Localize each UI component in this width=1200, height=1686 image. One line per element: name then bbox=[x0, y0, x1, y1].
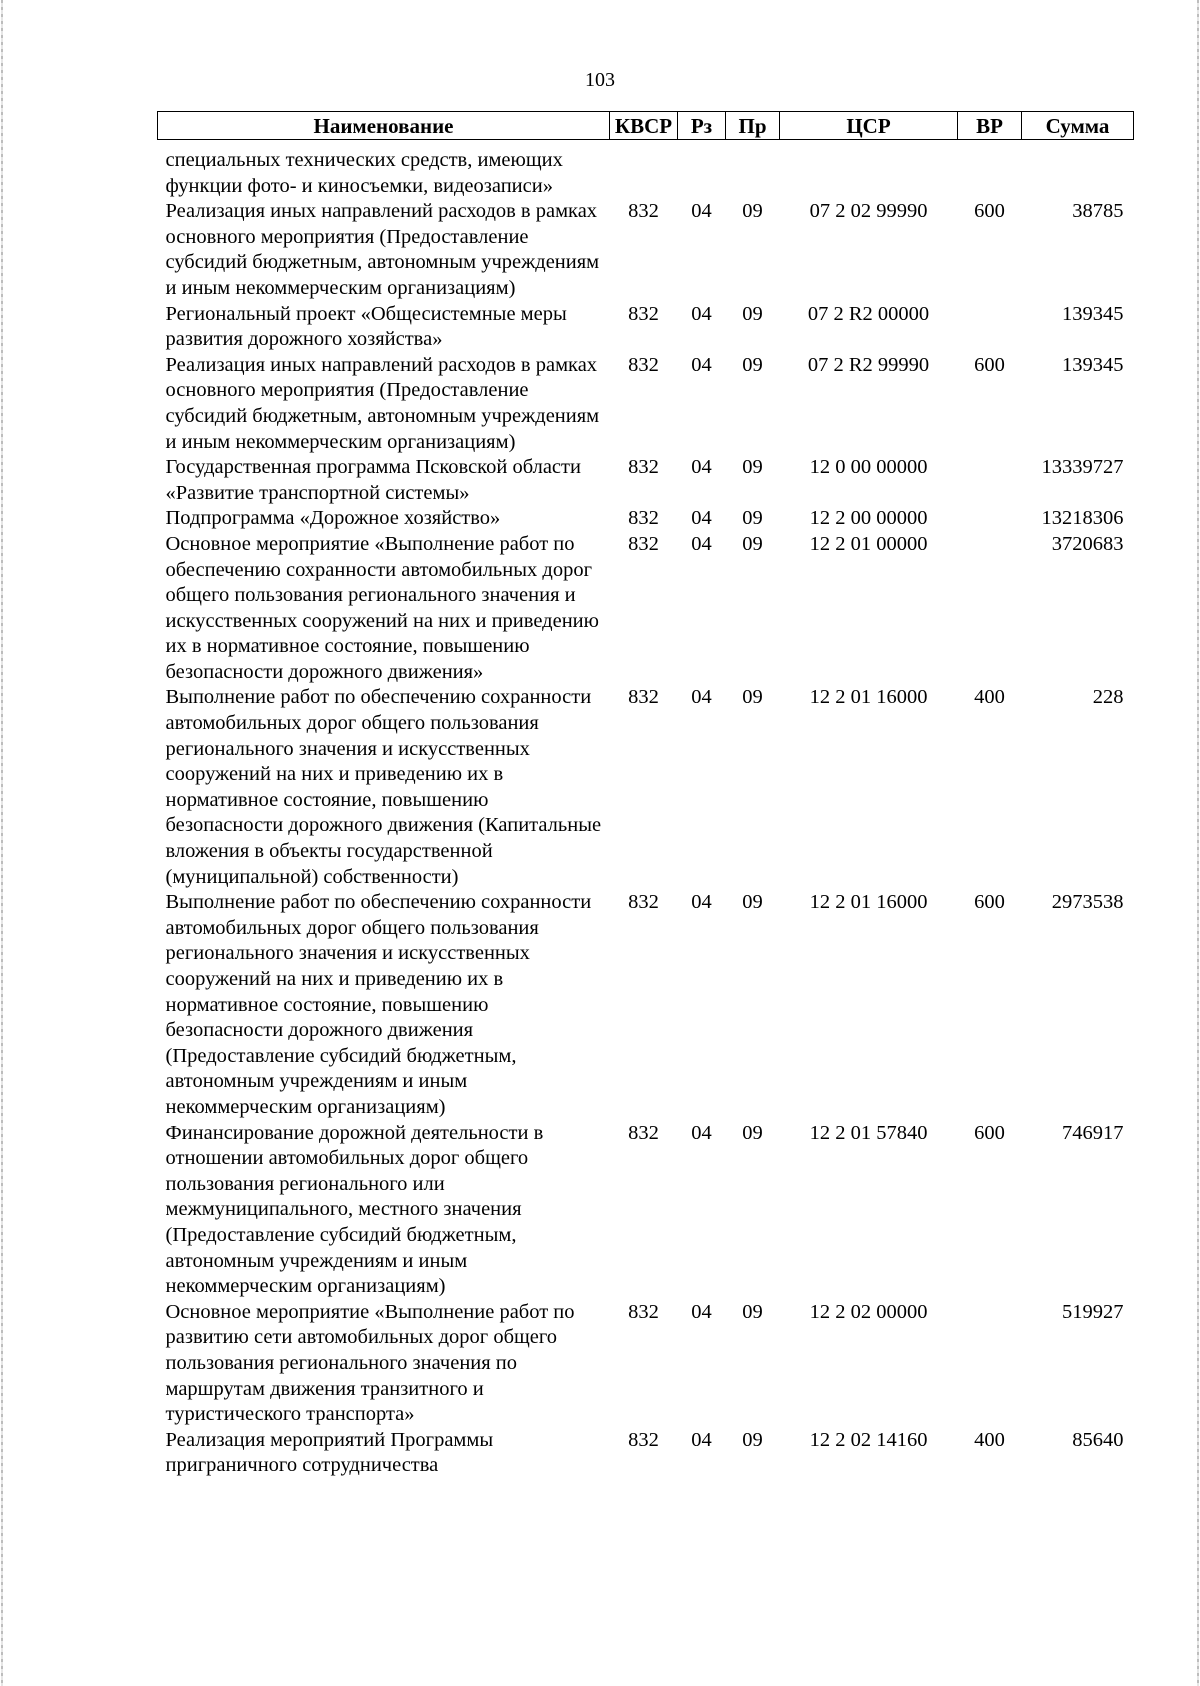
table-row bbox=[158, 685, 1134, 890]
cell-pr bbox=[726, 140, 780, 200]
cell-sum: 139345 bbox=[1062, 302, 1124, 325]
scan-edge-left bbox=[1, 0, 3, 1686]
cell-kvsr: 832 bbox=[628, 1121, 659, 1144]
cell-name: Основное мероприятие «Выполнение работ по обеспечению сохранности автомобильных дорог общего пользования регионального значения и искусственных сооружений на них и приведению их в нормативное состояние, повышению безопасности дорожного движения» bbox=[165, 532, 599, 683]
header-kvsr: КВСР bbox=[610, 112, 678, 140]
cell-csr: 12 2 01 16000 bbox=[809, 686, 928, 709]
cell-kvsr: 832 bbox=[628, 686, 659, 709]
cell-csr: 12 2 01 16000 bbox=[809, 891, 928, 914]
cell-sum: 139345 bbox=[1062, 353, 1124, 376]
cell-name: Региональный проект «Общесистемные меры развития дорожного хозяйства» bbox=[165, 302, 567, 351]
cell-vr: 400 bbox=[974, 686, 1005, 709]
table-row bbox=[158, 140, 1134, 200]
cell-vr bbox=[958, 532, 1022, 686]
cell-kvsr: 832 bbox=[628, 353, 659, 376]
cell-name: Финансирование дорожной деятельности в отношении автомобильных дорог общего пользования регионального или межмуниципального, местного значения (Предоставление субсидий бюджетным, автономным учреждениям и иным некоммерческим организациям) bbox=[165, 1121, 544, 1298]
cell-rz: 04 bbox=[691, 1300, 712, 1323]
cell-rz: 04 bbox=[691, 302, 712, 325]
cell-kvsr: 832 bbox=[628, 532, 659, 555]
header-name: Наименование bbox=[158, 112, 610, 140]
cell-sum bbox=[1022, 140, 1134, 200]
table-row bbox=[158, 1300, 1134, 1428]
cell-pr: 09 bbox=[742, 1121, 763, 1144]
cell-sum: 85640 bbox=[1072, 1428, 1124, 1451]
cell-rz: 04 bbox=[691, 1121, 712, 1144]
budget-table bbox=[157, 111, 1134, 1479]
table-row bbox=[158, 1121, 1134, 1300]
cell-vr: 600 bbox=[974, 353, 1005, 376]
cell-csr bbox=[780, 140, 958, 200]
cell-vr bbox=[958, 506, 1022, 532]
page-number: 103 bbox=[585, 69, 615, 91]
cell-csr: 12 2 02 14160 bbox=[809, 1428, 928, 1451]
cell-sum: 519927 bbox=[1062, 1300, 1124, 1323]
cell-csr: 12 2 01 00000 bbox=[809, 532, 928, 555]
cell-name: Реализация иных направлений расходов в рамках основного мероприятия (Предоставление субсидий бюджетным, автономным учреждениям и иным некоммерческим организациям) bbox=[165, 353, 600, 453]
cell-pr: 09 bbox=[742, 353, 763, 376]
cell-vr: 600 bbox=[974, 200, 1005, 223]
cell-kvsr: 832 bbox=[628, 507, 659, 530]
cell-name: специальных технических средств, имеющих функции фото- и киносъемки, видеозаписи» bbox=[165, 149, 563, 197]
cell-name: Выполнение работ по обеспечению сохранности автомобильных дорог общего пользования регионального значения и искусственных сооружений на них и приведению их в нормативное состояние, повышению безопасности дорожного движения (Капитальные вложения в объекты государственной (муниципальной) собственности) bbox=[165, 686, 602, 888]
cell-rz: 04 bbox=[691, 532, 712, 555]
table-row bbox=[158, 353, 1134, 455]
table-body bbox=[158, 140, 1134, 1479]
cell-vr bbox=[958, 1300, 1022, 1428]
cell-name: Подпрограмма «Дорожное хозяйство» bbox=[165, 507, 501, 530]
cell-pr: 09 bbox=[742, 507, 763, 530]
cell-kvsr: 832 bbox=[628, 891, 659, 914]
cell-sum: 2973538 bbox=[1051, 891, 1124, 914]
cell-csr: 07 2 R2 00000 bbox=[807, 302, 930, 325]
cell-pr: 09 bbox=[742, 1300, 763, 1323]
cell-csr: 12 2 01 57840 bbox=[809, 1121, 928, 1144]
cell-csr: 12 2 02 00000 bbox=[809, 1300, 928, 1323]
cell-pr: 09 bbox=[742, 302, 763, 325]
cell-vr: 400 bbox=[974, 1428, 1005, 1451]
table-row bbox=[158, 532, 1134, 686]
cell-vr: 600 bbox=[974, 1121, 1005, 1144]
cell-sum: 228 bbox=[1092, 686, 1124, 709]
header-rz: Рз bbox=[678, 112, 726, 140]
cell-rz: 04 bbox=[691, 507, 712, 530]
cell-sum: 13339727 bbox=[1041, 456, 1124, 479]
cell-pr: 09 bbox=[742, 891, 763, 914]
cell-kvsr: 832 bbox=[628, 1300, 659, 1323]
cell-pr: 09 bbox=[742, 532, 763, 555]
cell-rz: 04 bbox=[691, 1428, 712, 1451]
table-row bbox=[158, 890, 1134, 1120]
cell-rz: 04 bbox=[691, 686, 712, 709]
cell-vr: 600 bbox=[974, 891, 1005, 914]
cell-vr bbox=[958, 455, 1022, 506]
table-row bbox=[158, 302, 1134, 353]
cell-rz: 04 bbox=[691, 891, 712, 914]
cell-rz bbox=[678, 140, 726, 200]
cell-kvsr bbox=[610, 140, 678, 200]
cell-pr: 09 bbox=[742, 456, 763, 479]
cell-sum: 38785 bbox=[1072, 200, 1124, 223]
cell-pr: 09 bbox=[742, 200, 763, 223]
cell-rz: 04 bbox=[691, 456, 712, 479]
cell-sum: 3720683 bbox=[1051, 532, 1124, 555]
cell-vr bbox=[958, 140, 1022, 200]
cell-kvsr: 832 bbox=[628, 200, 659, 223]
cell-name: Государственная программа Псковской области «Развитие транспортной системы» bbox=[165, 456, 581, 504]
cell-kvsr: 832 bbox=[628, 456, 659, 479]
scan-edge-right bbox=[1197, 0, 1199, 1686]
cell-name: Реализация иных направлений расходов в рамках основного мероприятия (Предоставление субсидий бюджетным, автономным учреждениям и иным некоммерческим организациям) bbox=[165, 200, 600, 299]
table-header bbox=[158, 112, 1134, 140]
cell-rz: 04 bbox=[691, 353, 712, 376]
cell-rz: 04 bbox=[691, 200, 712, 223]
cell-vr bbox=[958, 302, 1022, 353]
cell-kvsr: 832 bbox=[628, 302, 659, 325]
table-row bbox=[158, 455, 1134, 506]
cell-csr: 12 0 00 00000 bbox=[809, 456, 928, 479]
cell-sum: 13218306 bbox=[1041, 507, 1124, 530]
cell-sum: 746917 bbox=[1062, 1121, 1124, 1144]
header-csr: ЦСР bbox=[780, 112, 958, 140]
cell-csr: 07 2 R2 99990 bbox=[807, 353, 930, 376]
cell-csr: 07 2 02 99990 bbox=[809, 200, 928, 223]
table-row bbox=[158, 199, 1134, 301]
table-row bbox=[158, 506, 1134, 532]
cell-pr: 09 bbox=[742, 1428, 763, 1451]
header-pr: Пр bbox=[726, 112, 780, 140]
header-sum: Сумма bbox=[1022, 112, 1134, 140]
header-vr: ВР bbox=[958, 112, 1022, 140]
cell-csr: 12 2 00 00000 bbox=[809, 507, 928, 530]
cell-name: Реализация мероприятий Программы приграничного сотрудничества bbox=[165, 1428, 494, 1477]
cell-name: Выполнение работ по обеспечению сохранности автомобильных дорог общего пользования регионального значения и искусственных сооружений на них и приведению их в нормативное состояние, повышению безопасности дорожного движения (Предоставление субсидий бюджетным, автономным учреждениям и иным некоммерческим организациям) bbox=[165, 891, 592, 1118]
table-row bbox=[158, 1428, 1134, 1479]
cell-kvsr: 832 bbox=[628, 1428, 659, 1451]
cell-name: Основное мероприятие «Выполнение работ по развитию сети автомобильных дорог общего пользования регионального значения по маршрутам движения транзитного и туристического транспорта» bbox=[165, 1300, 575, 1426]
cell-pr: 09 bbox=[742, 686, 763, 709]
